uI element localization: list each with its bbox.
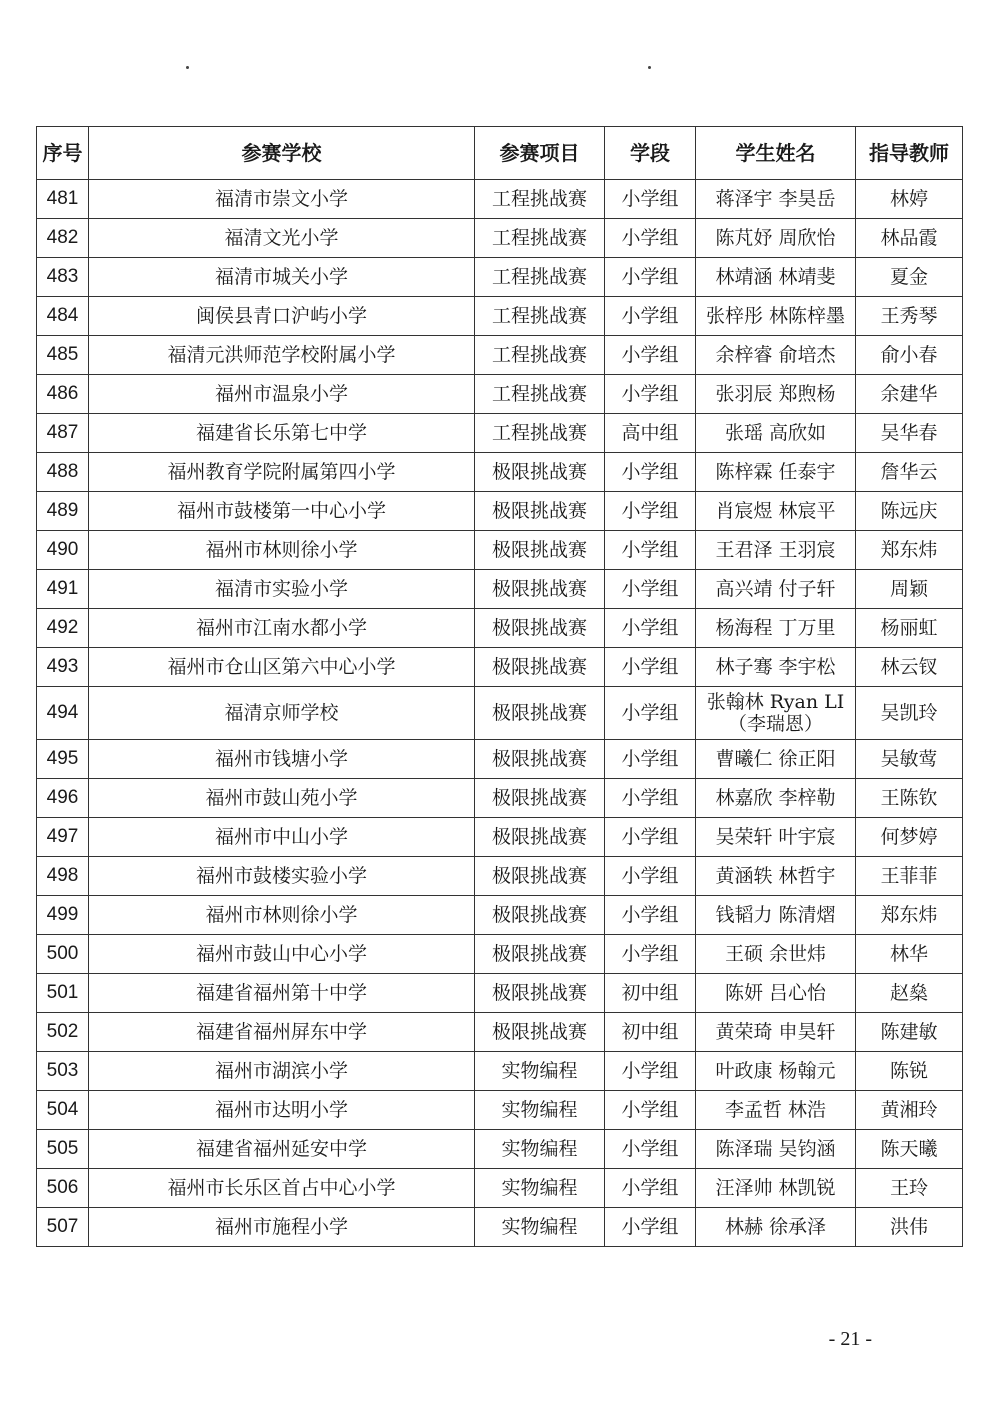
- cell-teacher: 吴华春: [856, 414, 963, 453]
- cell-level: 小学组: [605, 219, 696, 258]
- cell-project: 极限挑战赛: [475, 687, 605, 740]
- table-row: [37, 779, 963, 818]
- cell-num: 506: [37, 1169, 89, 1208]
- table-row: [37, 219, 963, 258]
- cell-level: 小学组: [605, 687, 696, 740]
- table-row: [37, 1052, 963, 1091]
- cell-students: 黄涵轶 林哲宇: [696, 857, 856, 896]
- cell-teacher: 陈建敏: [856, 1013, 963, 1052]
- cell-students: 吴荣轩 叶宇宸: [696, 818, 856, 857]
- cell-level: 小学组: [605, 375, 696, 414]
- cell-project: 实物编程: [475, 1091, 605, 1130]
- cell-teacher: 郑东炜: [856, 896, 963, 935]
- cell-level: 小学组: [605, 336, 696, 375]
- cell-school: 福州市林则徐小学: [89, 896, 475, 935]
- cell-level: 小学组: [605, 896, 696, 935]
- cell-num: 493: [37, 648, 89, 687]
- cell-school: 福州市仓山区第六中心小学: [89, 648, 475, 687]
- cell-project: 极限挑战赛: [475, 818, 605, 857]
- cell-students: 林靖涵 林靖斐: [696, 258, 856, 297]
- cell-students: 余梓睿 俞培杰: [696, 336, 856, 375]
- cell-project: 极限挑战赛: [475, 648, 605, 687]
- cell-num: 505: [37, 1130, 89, 1169]
- table-row: [37, 935, 963, 974]
- cell-teacher: 陈锐: [856, 1052, 963, 1091]
- table-row: [37, 297, 963, 336]
- cell-school: 福清文光小学: [89, 219, 475, 258]
- cell-project: 实物编程: [475, 1052, 605, 1091]
- table-row: [37, 570, 963, 609]
- cell-level: 高中组: [605, 414, 696, 453]
- cell-students: 王君泽 王羽宸: [696, 531, 856, 570]
- cell-teacher: 陈远庆: [856, 492, 963, 531]
- cell-num: 500: [37, 935, 89, 974]
- cell-teacher: 洪伟: [856, 1208, 963, 1247]
- table-row: [37, 974, 963, 1013]
- page-number: - 21 -: [828, 1328, 872, 1350]
- header-school: 参赛学校: [89, 127, 475, 180]
- header-students: 学生姓名: [696, 127, 856, 180]
- table-row: [37, 453, 963, 492]
- cell-students: 张羽辰 郑煦杨: [696, 375, 856, 414]
- table-row: [37, 375, 963, 414]
- cell-level: 小学组: [605, 818, 696, 857]
- cell-school: 福州市鼓山苑小学: [89, 779, 475, 818]
- cell-school: 福州市温泉小学: [89, 375, 475, 414]
- table-row: [37, 336, 963, 375]
- table-body: [37, 180, 963, 1247]
- cell-level: 小学组: [605, 492, 696, 531]
- cell-project: 极限挑战赛: [475, 570, 605, 609]
- cell-project: 工程挑战赛: [475, 180, 605, 219]
- cell-teacher: 王菲菲: [856, 857, 963, 896]
- cell-school: 福清市城关小学: [89, 258, 475, 297]
- cell-teacher: 吴凯玲: [856, 687, 963, 740]
- cell-project: 极限挑战赛: [475, 1013, 605, 1052]
- table-row: [37, 687, 963, 740]
- cell-students: 李孟哲 林浩: [696, 1091, 856, 1130]
- cell-students: 林子骞 李宇松: [696, 648, 856, 687]
- cell-project: 极限挑战赛: [475, 974, 605, 1013]
- cell-school: 福建省长乐第七中学: [89, 414, 475, 453]
- table-row: [37, 531, 963, 570]
- cell-level: 小学组: [605, 1091, 696, 1130]
- cell-students: 蒋泽宇 李昊岳: [696, 180, 856, 219]
- scan-speck: [648, 66, 651, 69]
- cell-school: 福州市施程小学: [89, 1208, 475, 1247]
- cell-students: 陈泽瑞 吴钧涵: [696, 1130, 856, 1169]
- cell-level: 小学组: [605, 180, 696, 219]
- cell-level: 初中组: [605, 974, 696, 1013]
- awards-table: [36, 126, 963, 1247]
- table-row: [37, 1091, 963, 1130]
- cell-school: 福清元洪师范学校附属小学: [89, 336, 475, 375]
- table-row: [37, 1208, 963, 1247]
- cell-students: 高兴靖 付子轩: [696, 570, 856, 609]
- cell-teacher: 何梦婷: [856, 818, 963, 857]
- cell-project: 工程挑战赛: [475, 336, 605, 375]
- cell-project: 工程挑战赛: [475, 375, 605, 414]
- table-row: [37, 1169, 963, 1208]
- cell-students: 黄荣琦 申昊轩: [696, 1013, 856, 1052]
- cell-teacher: 余建华: [856, 375, 963, 414]
- cell-num: 492: [37, 609, 89, 648]
- cell-school: 福州市达明小学: [89, 1091, 475, 1130]
- cell-project: 极限挑战赛: [475, 935, 605, 974]
- table-row: [37, 648, 963, 687]
- cell-students: 叶政康 杨翰元: [696, 1052, 856, 1091]
- table-row: [37, 740, 963, 779]
- cell-teacher: 郑东炜: [856, 531, 963, 570]
- cell-teacher: 吴敏莺: [856, 740, 963, 779]
- cell-level: 小学组: [605, 779, 696, 818]
- header-teacher: 指导教师: [856, 127, 963, 180]
- cell-level: 小学组: [605, 1130, 696, 1169]
- table-row: [37, 1130, 963, 1169]
- cell-teacher: 王玲: [856, 1169, 963, 1208]
- table-row: [37, 414, 963, 453]
- table-row: [37, 258, 963, 297]
- cell-school: 福清市崇文小学: [89, 180, 475, 219]
- cell-project: 实物编程: [475, 1208, 605, 1247]
- cell-level: 小学组: [605, 609, 696, 648]
- cell-num: 487: [37, 414, 89, 453]
- cell-num: 496: [37, 779, 89, 818]
- cell-num: 489: [37, 492, 89, 531]
- cell-level: 小学组: [605, 1052, 696, 1091]
- cell-students: 杨海程 丁万里: [696, 609, 856, 648]
- cell-level: 小学组: [605, 570, 696, 609]
- cell-num: 504: [37, 1091, 89, 1130]
- cell-school: 福州教育学院附属第四小学: [89, 453, 475, 492]
- cell-school: 福建省福州第十中学: [89, 974, 475, 1013]
- cell-num: 499: [37, 896, 89, 935]
- cell-students: 林赫 徐承泽: [696, 1208, 856, 1247]
- cell-teacher: 王秀琴: [856, 297, 963, 336]
- cell-teacher: 黄湘玲: [856, 1091, 963, 1130]
- cell-students: 陈芃妤 周欣怡: [696, 219, 856, 258]
- table-header-row: [37, 127, 963, 180]
- cell-students: 张梓彤 林陈梓墨: [696, 297, 856, 336]
- cell-num: 501: [37, 974, 89, 1013]
- cell-level: 小学组: [605, 740, 696, 779]
- cell-students: 王硕 余世炜: [696, 935, 856, 974]
- cell-project: 极限挑战赛: [475, 779, 605, 818]
- cell-teacher: 詹华云: [856, 453, 963, 492]
- cell-num: 481: [37, 180, 89, 219]
- cell-teacher: 林华: [856, 935, 963, 974]
- cell-school: 福建省福州屏东中学: [89, 1013, 475, 1052]
- table-row: [37, 180, 963, 219]
- cell-project: 极限挑战赛: [475, 492, 605, 531]
- table-row: [37, 609, 963, 648]
- cell-level: 小学组: [605, 1169, 696, 1208]
- cell-teacher: 周颖: [856, 570, 963, 609]
- cell-num: 503: [37, 1052, 89, 1091]
- cell-teacher: 林婷: [856, 180, 963, 219]
- table-row: [37, 1013, 963, 1052]
- table-row: [37, 818, 963, 857]
- cell-school: 福州市江南水都小学: [89, 609, 475, 648]
- cell-project: 极限挑战赛: [475, 531, 605, 570]
- cell-project: 实物编程: [475, 1130, 605, 1169]
- cell-students: 曹曦仁 徐正阳: [696, 740, 856, 779]
- cell-project: 极限挑战赛: [475, 740, 605, 779]
- cell-school: 福州市鼓楼第一中心小学: [89, 492, 475, 531]
- cell-num: 483: [37, 258, 89, 297]
- cell-num: 490: [37, 531, 89, 570]
- cell-school: 福建省福州延安中学: [89, 1130, 475, 1169]
- cell-school: 福清京师学校: [89, 687, 475, 740]
- cell-project: 极限挑战赛: [475, 609, 605, 648]
- cell-level: 小学组: [605, 297, 696, 336]
- cell-project: 实物编程: [475, 1169, 605, 1208]
- cell-num: 497: [37, 818, 89, 857]
- cell-teacher: 赵燊: [856, 974, 963, 1013]
- cell-students: 陈梓霖 任泰宇: [696, 453, 856, 492]
- cell-school: 福州市钱塘小学: [89, 740, 475, 779]
- cell-num: 482: [37, 219, 89, 258]
- cell-teacher: 杨丽虹: [856, 609, 963, 648]
- cell-num: 495: [37, 740, 89, 779]
- cell-teacher: 林云钗: [856, 648, 963, 687]
- header-num: 序号: [37, 127, 89, 180]
- cell-level: 小学组: [605, 935, 696, 974]
- cell-students: 陈妍 吕心怡: [696, 974, 856, 1013]
- header-project: 参赛项目: [475, 127, 605, 180]
- cell-num: 484: [37, 297, 89, 336]
- cell-num: 486: [37, 375, 89, 414]
- cell-project: 工程挑战赛: [475, 414, 605, 453]
- cell-school: 福州市长乐区首占中心小学: [89, 1169, 475, 1208]
- cell-level: 小学组: [605, 857, 696, 896]
- cell-num: 485: [37, 336, 89, 375]
- cell-project: 极限挑战赛: [475, 896, 605, 935]
- cell-teacher: 王陈钦: [856, 779, 963, 818]
- table-row: [37, 857, 963, 896]
- cell-teacher: 俞小春: [856, 336, 963, 375]
- cell-school: 福清市实验小学: [89, 570, 475, 609]
- cell-level: 小学组: [605, 648, 696, 687]
- cell-teacher: 陈天曦: [856, 1130, 963, 1169]
- cell-students: 张翰林 Ryan LI（李瑞恩）: [696, 687, 856, 740]
- cell-project: 极限挑战赛: [475, 857, 605, 896]
- cell-num: 488: [37, 453, 89, 492]
- cell-num: 494: [37, 687, 89, 740]
- table-row: [37, 492, 963, 531]
- cell-school: 闽侯县青口沪屿小学: [89, 297, 475, 336]
- cell-students: 林嘉欣 李梓勒: [696, 779, 856, 818]
- cell-project: 工程挑战赛: [475, 297, 605, 336]
- cell-students: 汪泽帅 林凯锐: [696, 1169, 856, 1208]
- cell-project: 工程挑战赛: [475, 219, 605, 258]
- cell-school: 福州市中山小学: [89, 818, 475, 857]
- cell-level: 小学组: [605, 258, 696, 297]
- cell-num: 507: [37, 1208, 89, 1247]
- cell-level: 小学组: [605, 531, 696, 570]
- cell-teacher: 林品霞: [856, 219, 963, 258]
- cell-students: 肖宸煜 林宸平: [696, 492, 856, 531]
- cell-num: 502: [37, 1013, 89, 1052]
- cell-teacher: 夏金: [856, 258, 963, 297]
- header-level: 学段: [605, 127, 696, 180]
- cell-school: 福州市鼓山中心小学: [89, 935, 475, 974]
- cell-school: 福州市鼓楼实验小学: [89, 857, 475, 896]
- cell-level: 小学组: [605, 1208, 696, 1247]
- cell-level: 初中组: [605, 1013, 696, 1052]
- cell-project: 极限挑战赛: [475, 453, 605, 492]
- cell-level: 小学组: [605, 453, 696, 492]
- table-row: [37, 896, 963, 935]
- cell-students: 张瑶 高欣如: [696, 414, 856, 453]
- scan-speck: [186, 66, 189, 69]
- cell-school: 福州市林则徐小学: [89, 531, 475, 570]
- cell-project: 工程挑战赛: [475, 258, 605, 297]
- cell-school: 福州市湖滨小学: [89, 1052, 475, 1091]
- cell-num: 491: [37, 570, 89, 609]
- cell-num: 498: [37, 857, 89, 896]
- cell-students: 钱韬力 陈清熠: [696, 896, 856, 935]
